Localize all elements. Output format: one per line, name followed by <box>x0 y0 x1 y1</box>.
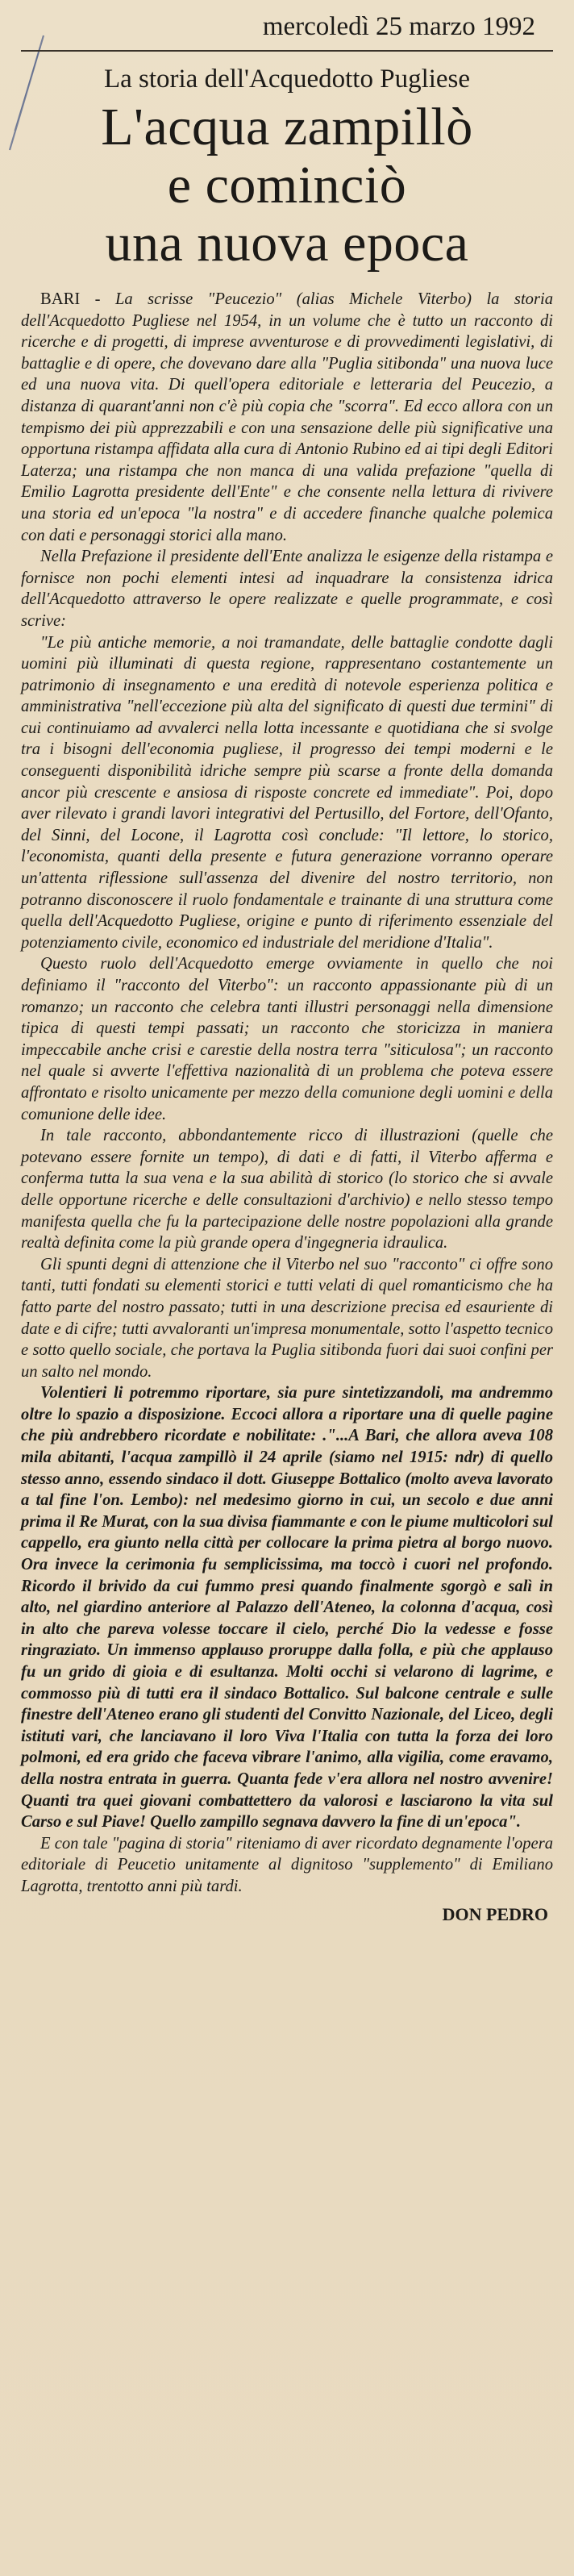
headline-line: e cominciò <box>167 156 407 215</box>
paragraph-text: La scrisse "Peucezio" (alias Michele Viterbo) la storia dell'Acquedotto Pugliese nel 1954, in un volume che è tutto un racconto di ricerche e di progetti, di imprese avventurose e di provvedimenti legislativi, di battaglie e di opere, che dovevano dare alla "Puglia sitibonda" una nuova luce ed una nuova vita. Di quell'opera editoriale e letteraria del Peucezio, a distanza di quarant'anni non c'è più copia che "scorra". Ed ecco allora con un tempismo dei più apprezzabili e con una sensazione delle più significative una opportuna ristampa affidata alla cura di Antonio Rubino ed ai tipi degli Editori Laterza; una ristampa che non manca di una valida prefazione "quella di Emilio Lagrotta presidente dell'Ente" e che consente nella lettura di rivivere una storia ed un'epoca "la nostra" e di accedere finanche qualche polemica con dati e personaggi storici alla mano. <box>21 290 553 544</box>
paragraph-text: "Le più antiche memorie, a noi tramandate, delle battaglie condotte dagli uomini più illuminati di questa regione, rappresentano costantemente un patrimonio di insegnamento e una eredità di notevole esperienza politica e amministrativa "nell'eccezione più alta del significato di questi due termini" di cui continuiamo ad avvalerci nella lotta incessante e quotidiana che si svolge tra i bisogni dell'economia pugliese, il progresso dei tempi moderni e le conseguenti disponibilità idriche sempre più scarse a fronte della domanda ancor più crescente e ansiosa di risposte concrete ed immediate". Poi, dopo aver rilevato i grandi lavori integrativi del Pertusillo, del Fortore, dell'Ofanto, del Sinni, del Locone, il Lagrotta così conclude: "Il lettore, lo storico, l'economista, quanti della presente e futura generazione vorranno operare un'attenta riflessione sull'assenza del divenire del nostro territorio, non potranno disconoscere il ruolo fondamentale e trainante di una struttura come quella dell'Acquedotto Pugliese, origine e punto di riferimento essenziale del potenziamento civile, economico ed industriale del meridione d'Italia". <box>21 633 553 952</box>
article-paragraph <box>21 289 553 546</box>
dateline-lead: BARI - <box>40 290 115 308</box>
article-paragraph <box>21 1254 553 1383</box>
byline-signature: DON PEDRO <box>442 1903 548 1924</box>
article-paragraph <box>21 1125 553 1254</box>
headline <box>21 98 553 273</box>
paragraph-text: Volentieri li potremmo riportare, sia pure sintetizzandoli, ma andremmo oltre lo spazio a disposizione. Eccoci allora a riportare una di quelle pagine che più andrebbero ricordate e nobilitate: ."...A Bari, che allora aveva 108 mila abitanti, l'acqua zampillò il 24 aprile (siamo nel 1915: ndr) di quello stesso anno, essendo sindaco il dott. Giuseppe Bottalico (molto aveva lavorato a tal fine l'on. Lembo): nel medesimo giorno in cui, un secolo e due anni prima il Re Murat, con la sua divisa fiammante e con le piume multicolori sul cappello, era giunto nella città per collocare la prima pietra al borgo nuovo. Ora invece la cerimonia fu semplicissima, ma toccò i cuori nel profondo. Ricordo il brivido da cui fummo presi quando finalmente sgorgò e salì in alto, nel giardino anteriore al Palazzo dell'Ateneo, la colonna d'acqua, così in alto che pareva volesse toccare il cielo, perché Dio la vedesse e fosse ringraziato. Un immenso applauso proruppe dalla folla, e più che applauso fu un grido di gioia e di esultanza. Molti occhi si velarono di lagrime, e commosso più di tutti era il sindaco Bottalico. Sul balcone centrale e sulle finestre dell'Ateneo erano gli studenti del Convitto Nazionale, del Liceo, degli istituti vari, che lanciavano il loro Viva l'Italia con tutta la forza dei loro polmoni, ed era grido che faceva vibrare l'animo, alla vigilia, come eravamo, della nostra entrata in guerra. Quanta fede v'era allora nel nostro avvenire! Quanti tra quei giovani combattettero da valorosi e lasciarono la vita sul Carso e sul Piave! Quello zampillo segnava davvero la fine di un'epoca". <box>21 1384 553 1832</box>
article-body <box>21 289 553 1898</box>
paragraph-text: In tale racconto, abbondantemente ricco di illustrazioni (quelle che potevano essere fornite un tempo), di dati e di fatti, il Viterbo afferma e conferma tutta la sua vena e la sua abilità di storico (lo storico che si avvale delle opportune ricerche e delle consultazioni d'archivio) e nello stesso tempo manifesta quella che fu la partecipazione delle nostre popolazioni alla grande realtà definita come la più grande opera d'ingegneria idraulica. <box>21 1127 553 1253</box>
paragraph-text: Gli spunti degni di attenzione che il Viterbo nel suo "racconto" ci offre sono tanti, tutti fondati su elementi storici e tutti velati di quel romanticismo che ha fatto parte del nostro passato; tutti in una descrizione precisa ed esauriente di date e di cifre; tutti avvaloranti un'impresa monumentale, sotto l'aspetto tecnico e sotto quello sociale, che portava la Puglia sitibonda fuori dai suoi confini per un salto nel mondo. <box>21 1255 553 1381</box>
paragraph-text: Nella Prefazione il presidente dell'Ente analizza le esigenze della ristampa e fornisce non pochi elementi intesi ad inquadrare la consistenza idrica dell'Acquedotto attraverso le opere realizzate e quelle programmate, e così scrive: <box>21 548 553 630</box>
article-paragraph <box>21 953 553 1125</box>
dateline: mercoledì 25 marzo 1992 <box>262 12 535 41</box>
headline-line: una nuova epoca <box>105 214 469 273</box>
headline-line: L'acqua zampillò <box>101 98 473 156</box>
article-paragraph <box>21 1833 553 1898</box>
paragraph-text: E con tale "pagina di storia" riteniamo di aver ricordato degnamente l'opera editoriale di Peucetio unitamente al dignitoso "supplemento" di Emiliano Lagrotta, trentotto anni più tardi. <box>21 1834 553 1895</box>
paragraph-text: Questo ruolo dell'Acquedotto emerge ovviamente in quello che noi definiamo il "racconto del Viterbo": un racconto appassionante più di un romanzo; un racconto che celebra tanti illustri personaggi nella dimensione tipica di questi tempi passati; un racconto che storicizza in maniera impeccabile anche crisi e carestie della nostra terra "siticulosa"; un racconto nel quale si avverte l'effettiva nazionalità di un problema che poteva essere affrontato e risolto unicamente per mezzo della comunione degli uomini e della comunione delle idee. <box>21 955 553 1123</box>
article-paragraph <box>21 632 553 954</box>
article-paragraph <box>21 1382 553 1832</box>
article-paragraph <box>21 546 553 631</box>
top-rule <box>21 50 553 52</box>
kicker: La storia dell'Acquedotto Pugliese <box>103 65 471 94</box>
